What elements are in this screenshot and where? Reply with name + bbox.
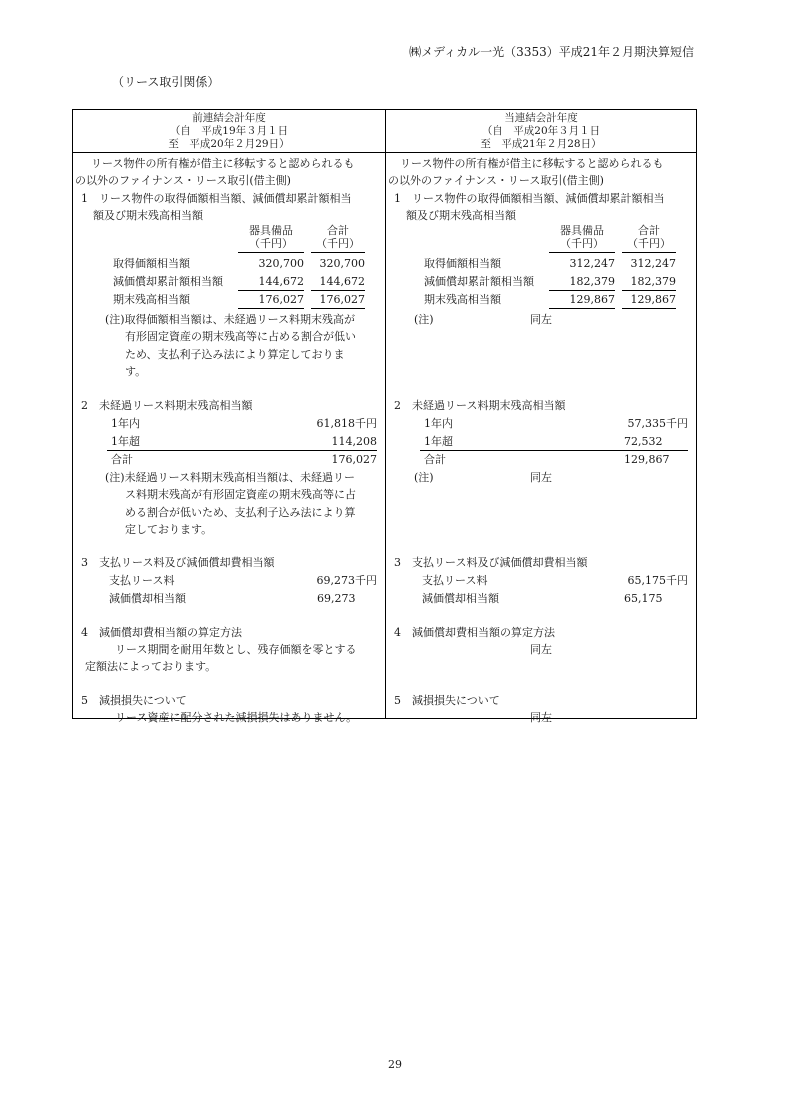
header-underline: [238, 252, 304, 253]
prev-year-from: （自 平成19年３月１日: [169, 125, 289, 137]
table-row-label: 減価償却累計額相当額: [424, 275, 534, 288]
table-row-label: 期末残高相当額: [113, 293, 190, 306]
company-header: ㈱メディカル一光（3353）平成21年２月期決算短信: [409, 45, 694, 59]
column-header-total: [622, 224, 676, 250]
lease-table: [72, 109, 697, 724]
row-underline: [311, 308, 365, 309]
intro-line: リース物件の所有権が借主に移転すると認められるも: [91, 157, 355, 170]
column-header-unit: （千円）: [627, 237, 671, 250]
list-item-label: 減価償却相当額: [109, 592, 186, 605]
table-row-label: 減価償却累計額相当額: [113, 275, 223, 288]
table-row-label: 取得価額相当額: [113, 257, 190, 270]
section-1-title: 1 リース物件の取得価額相当額、減価償却累計額相当: [81, 192, 352, 205]
list-item-value: 61,818千円: [316, 417, 377, 430]
section-2-title: 2 未経過リース料期末残高相当額: [394, 399, 566, 412]
prev-year-body: [73, 153, 385, 724]
section-5-title: 5 減損損失について: [394, 694, 500, 707]
section-1-title: 額及び期末残高相当額: [93, 209, 203, 222]
list-item-value: 65,175: [624, 592, 663, 605]
section-4-title: 4 減価償却費相当額の算定方法: [81, 626, 242, 639]
note-line: ため、支払利子込み法により算定しておりま: [125, 348, 345, 361]
intro-line: リース物件の所有権が借主に移転すると認められるも: [400, 157, 664, 170]
list-item-value: 129,867: [624, 453, 670, 466]
note-label: (注): [414, 471, 434, 484]
prev-year-column: [73, 110, 385, 724]
note-line: める割合が低いため、支払利子込み法により算: [125, 506, 356, 519]
curr-year-from: （自 平成20年３月１日: [481, 125, 601, 137]
table-cell: 320,700: [258, 257, 304, 270]
prev-year-to: 至 平成20年２月29日）: [168, 138, 290, 150]
section-5-title: 5 減損損失について: [81, 694, 187, 707]
row-underline: [549, 308, 615, 309]
column-header-unit: （千円）: [249, 237, 293, 250]
column-header-text: 器具備品: [249, 224, 293, 237]
list-item-label: 支払リース料: [422, 574, 488, 587]
section-4-title: 4 減価償却費相当額の算定方法: [394, 626, 555, 639]
body-line: リース資産に配分された減損損失はありません。: [115, 711, 358, 724]
table-cell: 129,867: [569, 293, 615, 306]
table-cell: 144,672: [258, 275, 304, 288]
row-underline: [238, 308, 304, 309]
column-header-text: 器具備品: [560, 224, 604, 237]
table-cell: 312,247: [630, 257, 676, 270]
column-header-unit: （千円）: [316, 237, 360, 250]
note-line: 定しております。: [125, 523, 213, 536]
column-header-total: [311, 224, 365, 250]
body-line: 定額法によっております。: [85, 660, 217, 673]
header-underline: [311, 252, 365, 253]
table-cell: 129,867: [630, 293, 676, 306]
note-same-as-left: 同左: [530, 471, 552, 484]
header-underline: [622, 252, 676, 253]
note-line: す。: [125, 365, 147, 378]
section-2-title: 2 未経過リース料期末残高相当額: [81, 399, 253, 412]
section-1-title: 1 リース物件の取得価額相当額、減価償却累計額相当: [394, 192, 665, 205]
list-item-value: 114,208: [331, 435, 377, 448]
prev-year-title: 前連結会計年度: [192, 112, 266, 124]
intro-line: の以外のファイナンス・リース取引(借主側): [75, 174, 291, 187]
note-label: (注): [414, 313, 434, 326]
list-item-value: 69,273: [317, 592, 356, 605]
note-line: 有形固定資産の期末残高等に占める割合が低い: [125, 330, 356, 343]
table-cell: 176,027: [258, 293, 304, 306]
table-cell: 176,027: [319, 293, 365, 306]
column-header-text: 合計: [638, 224, 660, 237]
list-item-label: 減価償却相当額: [422, 592, 499, 605]
section-title: （リース取引関係）: [112, 75, 220, 89]
list-item-label: 1年超: [424, 435, 453, 448]
header-underline: [549, 252, 615, 253]
list-item-value: 57,335千円: [627, 417, 688, 430]
table-row-label: 期末残高相当額: [424, 293, 501, 306]
column-header-equipment: [238, 224, 304, 250]
curr-year-to: 至 平成21年２月28日）: [480, 138, 602, 150]
table-row-label: 取得価額相当額: [424, 257, 501, 270]
table-cell: 182,379: [569, 275, 615, 288]
list-item-value: 65,175千円: [627, 574, 688, 587]
column-header-unit: （千円）: [560, 237, 604, 250]
list-item-value: 69,273千円: [316, 574, 377, 587]
list-item-value: 72,532: [624, 435, 663, 448]
prev-year-header: [73, 110, 385, 153]
list-item-label: 支払リース料: [109, 574, 175, 587]
list-item-label: 1年内: [424, 417, 453, 430]
page-number: 29: [388, 1058, 402, 1071]
body-same-as-left: 同左: [530, 643, 552, 656]
table-cell: 182,379: [630, 275, 676, 288]
note-same-as-left: 同左: [530, 313, 552, 326]
row-underline: [622, 308, 676, 309]
note-line: (注)未経過リース料期末残高相当額は、未経過リー: [105, 471, 356, 484]
section-3-title: 3 支払リース料及び減価償却費相当額: [394, 556, 588, 569]
column-header-text: 合計: [327, 224, 349, 237]
table-cell: 144,672: [319, 275, 365, 288]
column-header-equipment: [549, 224, 615, 250]
section-3-title: 3 支払リース料及び減価償却費相当額: [81, 556, 275, 569]
intro-line: の以外のファイナンス・リース取引(借主側): [388, 174, 604, 187]
table-cell: 312,247: [569, 257, 615, 270]
curr-year-header: [386, 110, 696, 153]
body-same-as-left: 同左: [530, 711, 552, 724]
list-item-label: 1年内: [111, 417, 140, 430]
note-line: ス料期末残高が有形固定資産の期末残高等に占: [125, 488, 356, 501]
curr-year-body: [386, 153, 696, 724]
list-item-label: 1年超: [111, 435, 140, 448]
list-item-label: 合計: [111, 453, 133, 466]
section-1-title: 額及び期末残高相当額: [406, 209, 516, 222]
table-cell: 320,700: [319, 257, 365, 270]
list-item-label: 合計: [424, 453, 446, 466]
note-line: (注)取得価額相当額は、未経過リース料期末残高が: [105, 313, 356, 326]
list-item-value: 176,027: [331, 453, 377, 466]
body-line: リース期間を耐用年数とし、残存価額を零とする: [115, 643, 357, 656]
curr-year-column: [385, 110, 696, 724]
curr-year-title: 当連結会計年度: [504, 112, 578, 124]
